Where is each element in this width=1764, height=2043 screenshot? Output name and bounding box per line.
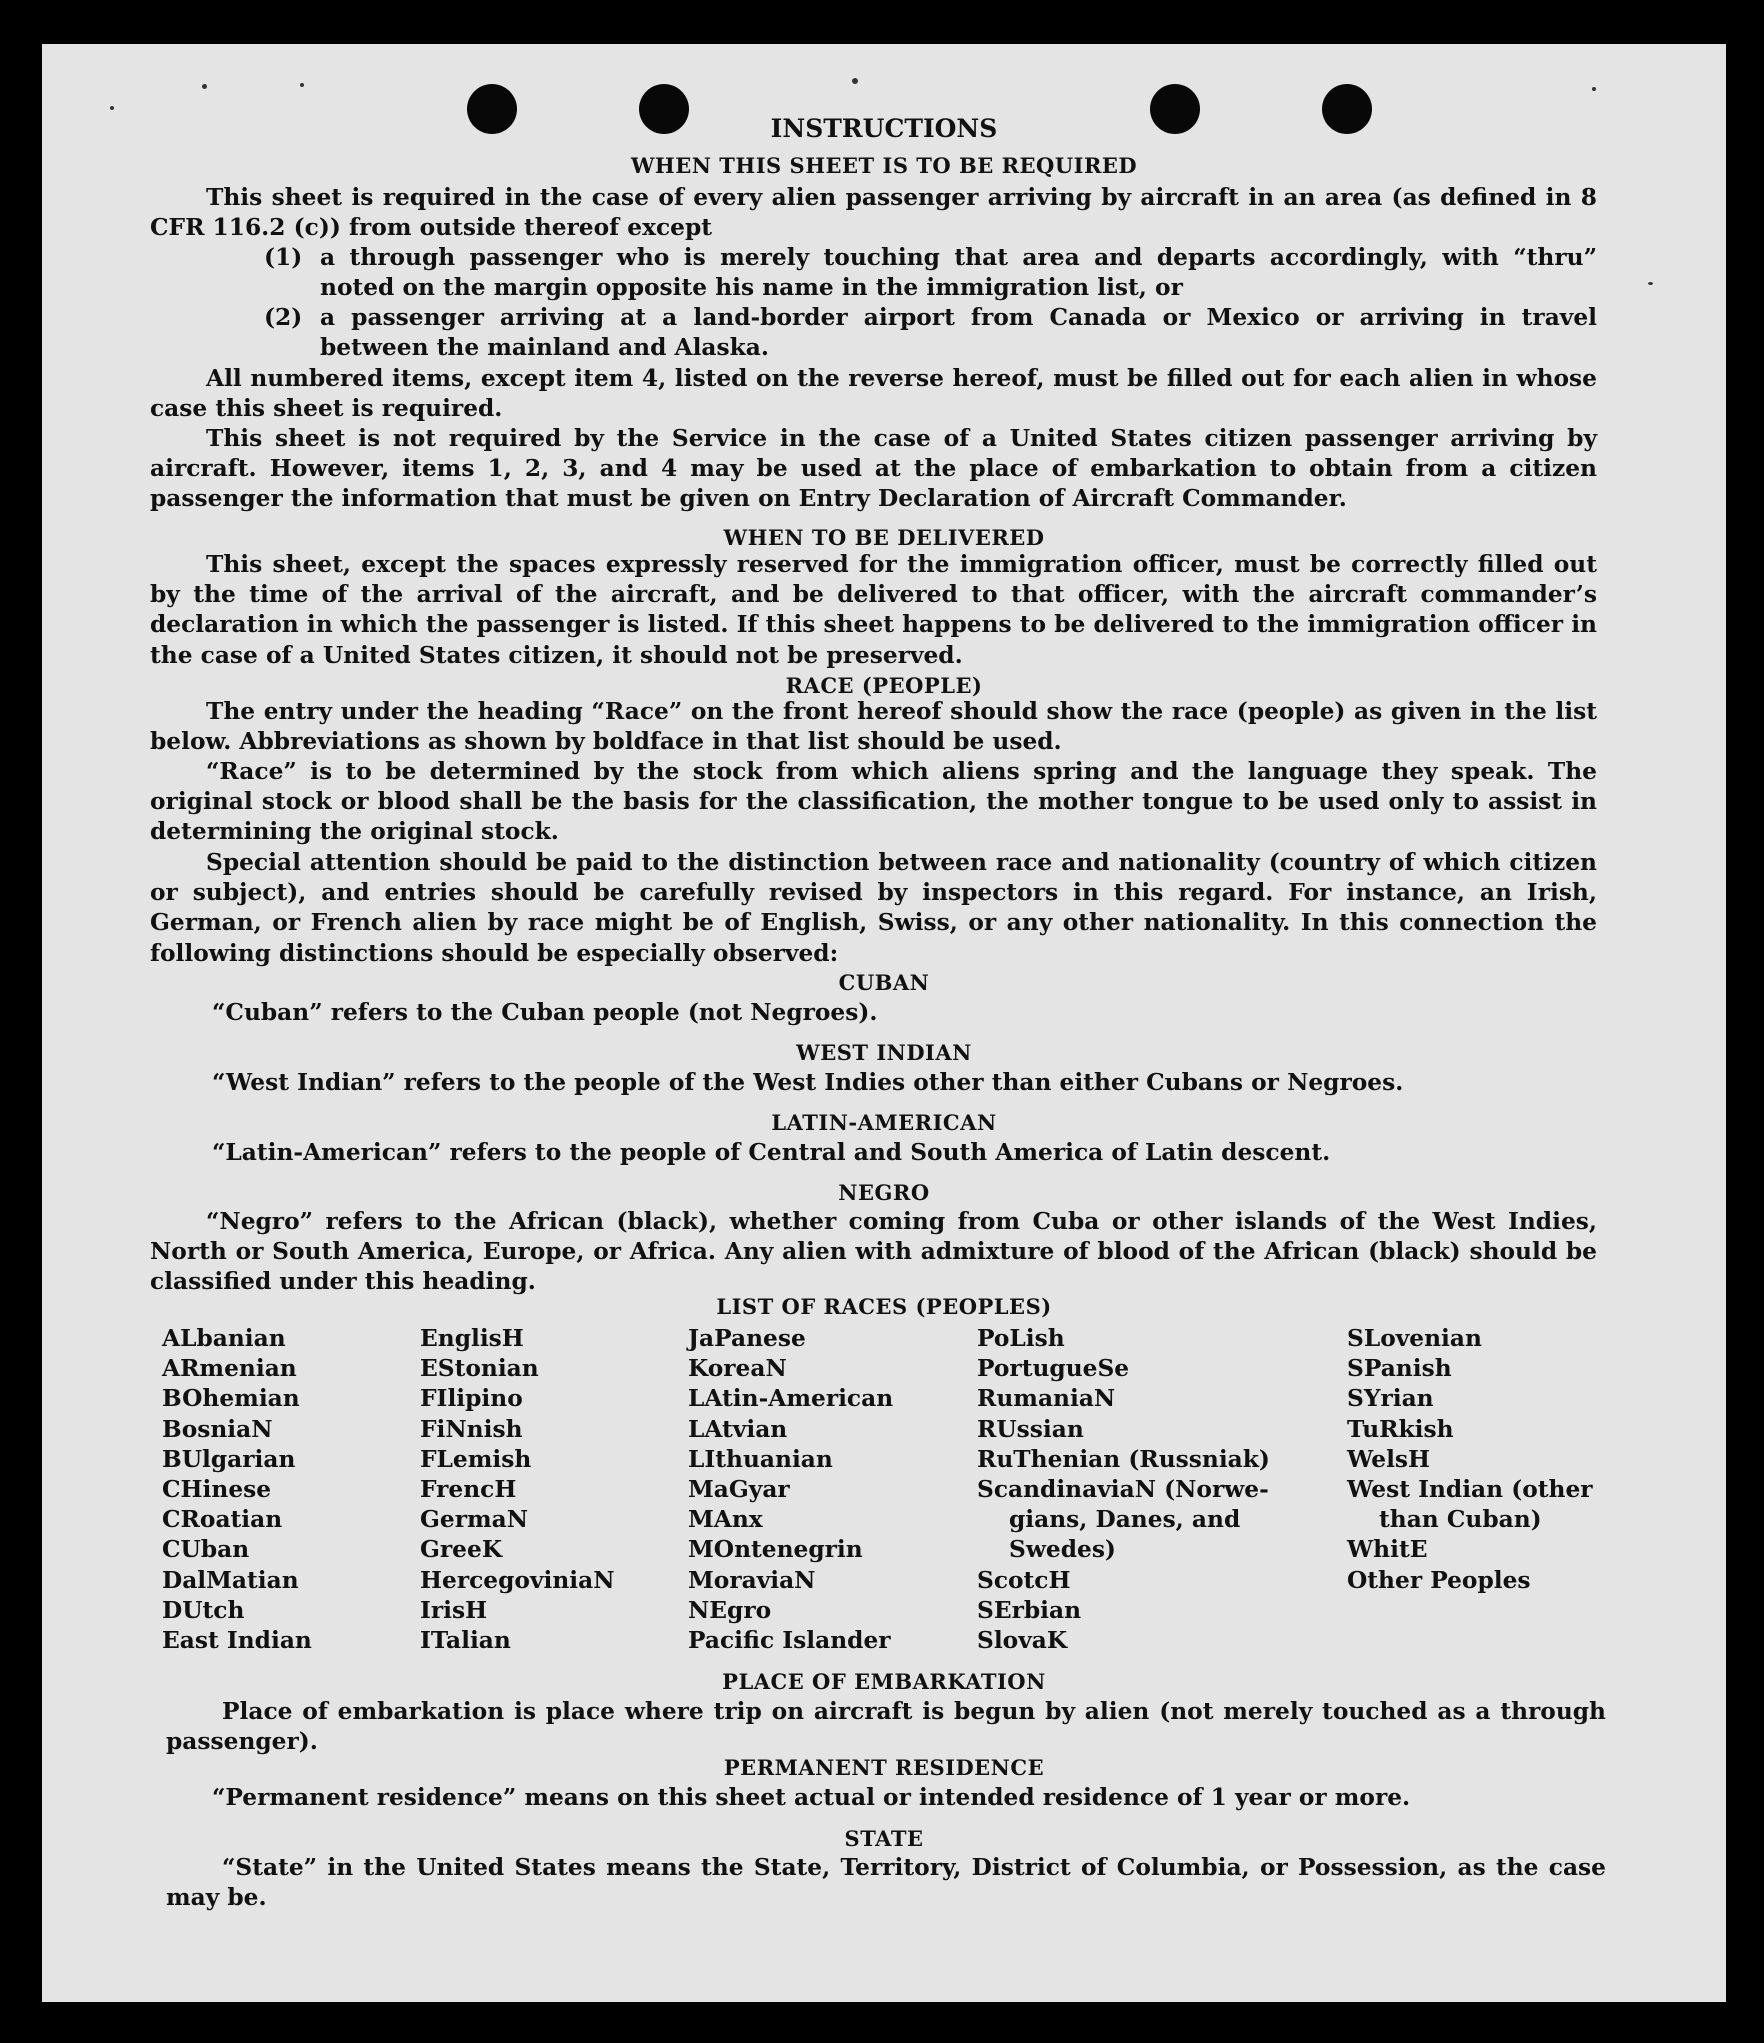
race-item: gians, Danes, and: [1009, 1506, 1241, 1534]
race-item: CRoatian: [162, 1506, 283, 1534]
list-item: (2) a passenger arriving at a land-border airport from Canada or Mexico or arriving in travel between the mainland and Alaska.: [264, 304, 1597, 362]
paragraph: “Race” is to be determined by the stock from which aliens spring and the language they speak. The original stock or blood shall be the basis for the classification, the mother tongue to be used only to assist in determining the original stock.: [150, 758, 1597, 846]
race-item: GreeK: [420, 1536, 503, 1564]
race-item: RumaniaN: [977, 1385, 1116, 1413]
section-heading: LATIN-AMERICAN: [771, 1110, 997, 1135]
race-item: West Indian (other: [1347, 1476, 1593, 1504]
race-item: FIlipino: [420, 1385, 523, 1413]
race-item: PoLish: [977, 1325, 1065, 1352]
race-column-1: [162, 1324, 312, 1656]
race-item: LIthuanian: [688, 1445, 833, 1473]
race-item: NEgro: [688, 1596, 772, 1624]
race-item: CHinese: [162, 1476, 272, 1504]
speck: [852, 78, 858, 84]
section-heading: STATE: [844, 1826, 924, 1851]
race-item: Pacific Islander: [688, 1627, 891, 1655]
race-item: RUssian: [977, 1415, 1084, 1443]
race-item: BUlgarian: [162, 1445, 296, 1473]
definition-text: “Latin-American” refers to the people of Central and South America of Latin descent.: [212, 1139, 1331, 1166]
section-heading: WEST INDIAN: [796, 1040, 972, 1065]
race-item: BOhemian: [162, 1385, 300, 1413]
paragraph: All numbered items, except item 4, listed on the reverse hereof, must be filled out for each alien in whose case this sheet is required.: [150, 365, 1597, 423]
race-item: HercegoviniaN: [420, 1566, 615, 1594]
race-item: SErbian: [977, 1596, 1082, 1624]
race-item: EnglisH: [420, 1325, 524, 1352]
speck: [202, 84, 207, 89]
page-title: INSTRUCTIONS: [770, 114, 998, 143]
race-column-4: [977, 1324, 1270, 1656]
race-item: IrisH: [420, 1596, 488, 1624]
race-item: DUtch: [162, 1596, 245, 1624]
race-item: WelsH: [1347, 1445, 1431, 1473]
speck: [110, 106, 114, 110]
race-item: FiNnish: [420, 1415, 523, 1443]
section-heading: WHEN THIS SHEET IS TO BE REQUIRED: [630, 153, 1138, 178]
race-item: MOntenegrin: [688, 1536, 863, 1564]
speck: [1648, 282, 1653, 285]
paragraph: Place of embarkation is place where trip on aircraft is begun by alien (not merely touched as a through passenger).: [166, 1698, 1606, 1756]
race-item: WhitE: [1347, 1536, 1428, 1564]
race-item: GermaN: [420, 1506, 529, 1534]
race-item: RuThenian (Russniak): [977, 1445, 1270, 1473]
section-heading: PERMANENT RESIDENCE: [723, 1755, 1045, 1780]
list-item: (1) a through passenger who is merely touching that area and departs accordingly, with “thru” noted on the margin opposite his name in the immigration list, or: [264, 244, 1597, 302]
race-item: Swedes): [1009, 1536, 1116, 1564]
race-item: East Indian: [162, 1627, 312, 1655]
race-item: PortugueSe: [977, 1355, 1130, 1383]
paragraph: The entry under the heading “Race” on the front hereof should show the race (people) as given in the list below. Abbreviations as shown by boldface in that list should be used.: [150, 698, 1597, 756]
section-heading: CUBAN: [838, 970, 930, 995]
paragraph: “Negro” refers to the African (black), whether coming from Cuba or other islands of the West Indies, North or South America, Europe, or Africa. Any alien with admixture of blood of the African (black) should be classified under this heading.: [150, 1208, 1597, 1296]
race-item: FLemish: [420, 1445, 532, 1473]
race-item: BosniaN: [162, 1415, 273, 1443]
race-item: SLovenian: [1347, 1325, 1482, 1352]
section-heading: NEGRO: [838, 1180, 930, 1205]
race-item: TuRkish: [1347, 1415, 1454, 1443]
race-item: MaGyar: [688, 1476, 790, 1504]
race-item: MAnx: [688, 1506, 763, 1534]
race-column-2: [420, 1324, 615, 1656]
race-item: EStonian: [420, 1355, 539, 1383]
paragraph: “State” in the United States means the State, Territory, District of Columbia, or Possession, as the case may be.: [166, 1854, 1606, 1912]
section-heading: RACE (PEOPLE): [785, 673, 983, 698]
speck: [1592, 87, 1596, 91]
race-item: LAtin-American: [688, 1385, 894, 1413]
race-item: FrencH: [420, 1476, 517, 1504]
race-item: JaPanese: [688, 1325, 806, 1352]
race-column-3: [688, 1324, 893, 1656]
definition-text: “West Indian” refers to the people of the West Indies other than either Cubans or Negroes.: [212, 1069, 1404, 1096]
race-item: ITalian: [420, 1627, 511, 1655]
race-item: DalMatian: [162, 1566, 299, 1594]
race-item: CUban: [162, 1536, 250, 1564]
race-column-5: [1347, 1324, 1593, 1596]
speck: [300, 83, 304, 87]
document-page: [42, 44, 1726, 2002]
section-heading: WHEN TO BE DELIVERED: [723, 525, 1045, 550]
definition-text: “Cuban” refers to the Cuban people (not Negroes).: [212, 999, 878, 1026]
paragraph: Special attention should be paid to the distinction between race and nationality (country of which citizen or subject), and entries should be carefully revised by inspectors in this regard. For instance, an Irish, German, or French alien by race might be of English, Swiss, or any other nationality. In this connection the following distinctions should be especially observed:: [150, 849, 1597, 967]
race-item: LAtvian: [688, 1415, 788, 1443]
paragraph: This sheet is not required by the Service in the case of a United States citizen passenger arriving by aircraft. However, items 1, 2, 3, and 4 may be used at the place of embarkation to obtain from a citizen passenger the information that must be given on Entry Declaration of Aircraft Commander.: [150, 425, 1597, 513]
race-item: MoraviaN: [688, 1566, 816, 1594]
paragraph: This sheet is required in the case of every alien passenger arriving by aircraft in an area (as defined in 8 CFR 116.2 (c)) from outside thereof except: [150, 184, 1597, 242]
race-item: than Cuban): [1379, 1506, 1542, 1534]
race-item: ARmenian: [162, 1355, 297, 1383]
race-item: SPanish: [1347, 1355, 1452, 1383]
race-item: SlovaK: [977, 1627, 1068, 1655]
race-item: ALbanian: [162, 1325, 286, 1352]
race-item: ScotcH: [977, 1566, 1071, 1594]
race-item: KoreaN: [688, 1355, 787, 1383]
race-item: SYrian: [1347, 1385, 1434, 1413]
paragraph: This sheet, except the spaces expressly reserved for the immigration officer, must be correctly filled out by the time of the arrival of the aircraft, and be delivered to that officer, with the aircraft commander’s declaration in which the passenger is listed. If this sheet happens to be delivered to the immigration officer in the case of a United States citizen, it should not be preserved.: [150, 551, 1597, 669]
section-heading: PLACE OF EMBARKATION: [722, 1669, 1046, 1694]
definition-text: “Permanent residence” means on this sheet actual or intended residence of 1 year or more.: [212, 1784, 1411, 1811]
race-item: Other Peoples: [1347, 1566, 1531, 1594]
section-heading: LIST OF RACES (PEOPLES): [716, 1294, 1052, 1319]
race-item: ScandinaviaN (Norwe-: [977, 1476, 1269, 1504]
